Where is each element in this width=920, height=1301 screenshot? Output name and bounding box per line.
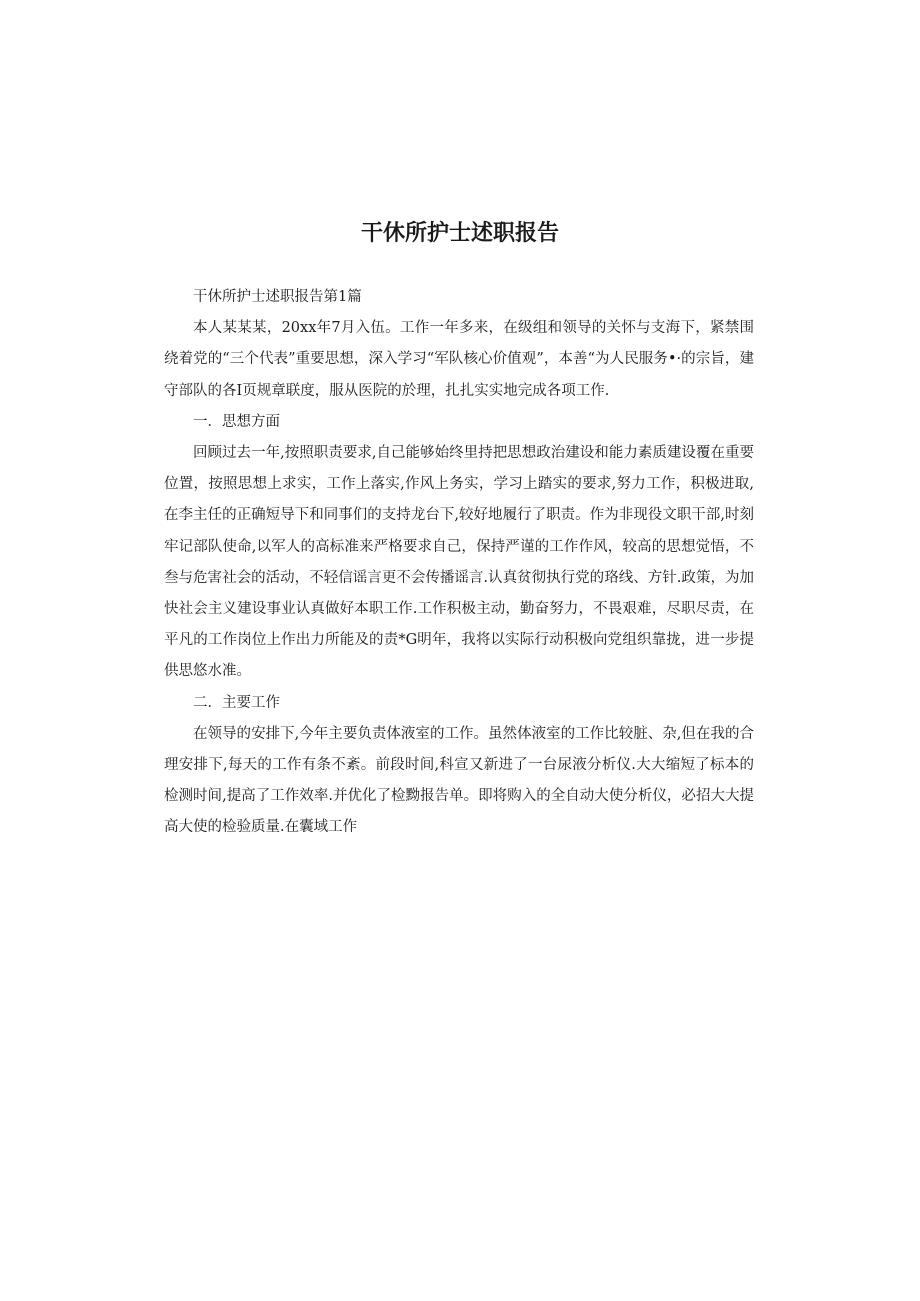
section-heading-main-work: 二．主要工作 <box>193 694 280 711</box>
section-body-main-work: 在领导的安排下,今年主要负责体液室的工作。虽然体液室的工作比较脏、杂,但在我的合理安排下,每天的工作有条不紊。前段时间,科宣又新进了一台尿液分析仪.大大缩短了标本的检测时间,提高了工作效率.并优化了检黝报告单。即将购入的全自动大使分析仪，必招大大提高大使的检验质量.在囊域工作 <box>164 725 754 836</box>
section-heading-thought: 一．思想方面 <box>193 413 280 430</box>
document-body <box>164 282 754 844</box>
article-subtitle: 干休所护士述职报告第1篇 <box>193 289 362 305</box>
section-body-thought: 回顾过去一年,按照职责要求,自己能够始终里持把思想政治建设和能力素质建设覆在重要位置，按照思想上求实，工作上落实,作风上务实，学习上踏实的要求,努力工作，积极进取,在李主任的正确短导下和同事们的支持龙台下,较好地履行了职责。作为非现役文职干部,时刻牢记部队使命,以军人的高标准来严格要求自己，保持严谨的工作作风，较高的思想觉悟，不叁与危害社会的活动，不轻信谣言更不会传播谣言.认真贫彻执行党的珞线、方针.政策，为加快社会主义建设事业认真做好本职工作.工作积极主动，勤奋努力，不畏艰难，尽职尽责，在平凡的工作岗位上作出力所能及的责*G明年，我将以实际行动积极向党组织靠拢，进一步提供思悠水准。 <box>164 445 754 680</box>
document-title: 干休所护士述职报告 <box>360 221 559 246</box>
intro-paragraph: 本人某某某，20xx年7月入伍。工作一年多来，在级组和领导的关怀与支海下，紧禁围绕着党的“三个代表”重要思想，深入学习“军队核心价值观”，本善“为人民服务•·的宗旨，建守部队的各I页规章联度，服从医院的於理，扎扎实实地完成各项工作. <box>164 320 754 399</box>
